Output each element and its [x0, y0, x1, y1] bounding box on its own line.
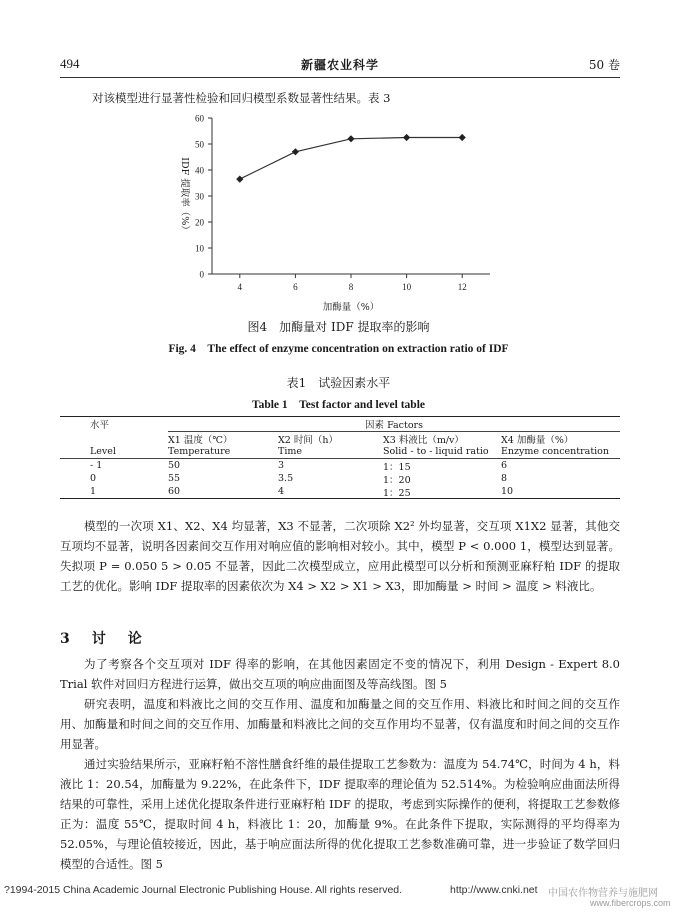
y-tick-label: 50 [195, 139, 204, 150]
table-cell: 3.5 [278, 473, 294, 484]
y-tick-label: 0 [199, 269, 204, 280]
row-level: 0 [90, 473, 97, 484]
table-cell: 1：15 [383, 461, 411, 473]
table-cell: 4 [278, 486, 285, 497]
col-header-cn: X2 时间（h） [278, 434, 338, 446]
y-tick-label: 40 [195, 165, 204, 176]
table-title-cn: 表1 试验因素水平 [286, 376, 391, 390]
col-header-cn: X3 料液比（m/v） [383, 434, 464, 446]
y-tick-label: 30 [195, 191, 204, 202]
table-cell: 55 [168, 473, 181, 484]
factor-level-table [60, 416, 620, 499]
table-header-cn-row [60, 432, 620, 445]
x-tick-label: 10 [402, 282, 412, 292]
figure-caption-en: Fig. 4 The effect of enzyme concentration on extraction ratio of IDF [168, 343, 509, 355]
data-point [403, 134, 410, 141]
row-level: - 1 [90, 460, 103, 471]
x-tick-label: 6 [293, 282, 298, 292]
y-tick-label: 20 [195, 217, 204, 228]
x-tick-label: 4 [237, 282, 243, 292]
data-point [292, 148, 299, 155]
page-number: 494 [60, 56, 80, 71]
table-cell: 3 [278, 460, 285, 471]
table-header-factors [60, 417, 620, 431]
data-point [236, 176, 243, 183]
factors-header: 因素 Factors [365, 420, 423, 431]
paragraph-interaction-results: 研究表明，温度和料液比之间的交互作用、温度和加酶量之间的交互作用、料液比和时间之间的交互作用、加酶量和时间之间的交互作用、加酶量和料液比之间的交互作用均不显著，仅有温度和时间之间的交互作用显著。 [60, 697, 620, 751]
table-cell: 8 [501, 473, 508, 484]
row-level: 1 [90, 486, 97, 497]
col-header-cn: X4 加酶量（%） [501, 434, 574, 446]
col-header-en: Time [278, 446, 303, 457]
volume-label: 50 卷 [588, 58, 620, 72]
copyright-notice: ?1994-2015 China Academic Journal Electronic Publishing House. All rights reserved. [4, 884, 403, 896]
y-axis-label: IDF 提取率（%） [179, 157, 190, 235]
intro-line: 对该模型进行显著性检验和回归模型系数显著性结果。表 3 [92, 91, 391, 105]
running-header [60, 54, 620, 78]
x-axis-label: 加酶量（%） [322, 302, 380, 313]
paragraph-optimal-conditions: 通过实验结果所示，亚麻籽粕不溶性膳食纤维的最佳提取工艺参数为：温度为 54.74℃，时间为 4 h，料液比 1：20.54，加酶量为 9.22%，在此条件下，IDF 提取率的理论值为 52.514%。为检验响应曲面法所得结果的可靠性，采用上述优化提取条件进行亚麻籽粕 IDF 的提取，考虑到实际操作的便利，将提取工艺参数修正为：温度 55℃，提取时间 4 h，料液比 1：20，加酶量 9%。在此条件下提取，实际测得的平均得率为 52.05%，与理论值较接近，因此，基于响应面法所得的优化提取工艺参数准确可靠，进一步验证了数学回归模型的合适性。图 5 [60, 757, 620, 871]
col-header-en: Enzyme concentration [501, 446, 610, 457]
table-cell: 1：20 [383, 474, 411, 486]
watermark-text: 中国农作物营养与施肥网 [548, 888, 658, 899]
col-header-en: Solid - to - liquid ratio [383, 446, 489, 457]
x-tick-label: 8 [348, 282, 354, 292]
table-cell: 50 [168, 460, 181, 471]
table-row [60, 459, 620, 472]
col-header-en: Temperature [168, 446, 231, 457]
level-header-en: Level [90, 446, 116, 457]
table-row [60, 472, 620, 485]
data-point [459, 134, 466, 141]
cnki-link[interactable]: http://www.cnki.net [450, 884, 538, 896]
series-line [240, 138, 462, 180]
y-tick-label: 60 [195, 113, 204, 124]
figure-4-line-chart [150, 104, 510, 314]
paragraph-interaction-analysis: 为了考察各个交互项对 IDF 得率的影响，在其他因素固定不变的情况下，利用 Design - Expert 8.0 Trial 软件对回归方程进行运算，做出交互项的响应曲面图及等高线图。图 5 [60, 657, 620, 691]
data-point [347, 135, 354, 142]
table-cell: 60 [168, 486, 181, 497]
journal-name: 新疆农业科学 [300, 58, 379, 72]
table-cell: 1：25 [383, 487, 411, 499]
y-tick-label: 10 [195, 243, 204, 254]
section-heading-discussion: 3 讨 论 [60, 631, 146, 647]
table-title-en: Table 1 Test factor and level table [251, 399, 426, 411]
table-row [60, 485, 620, 498]
table-cell: 6 [501, 460, 508, 471]
paragraph-model-significance: 模型的一次项 X1、X2、X4 均显著，X3 不显著，二次项除 X2² 外均显著，交互项 X1X2 显著，其他交互项均不显著，说明各因素间交互作用对响应值的影响相对较小。其中，模型 P < 0.000 1，模型达到显著。失拟项 P = 0.050 5 > 0.05 不显著，因此二次模型成立，应用此模型可以分析和预测亚麻籽粕 IDF 的提取工艺的优化。影响 IDF 提取率的因素依次为 X4 > X2 > X1 > X3，即加酶量 > 时间 > 温度 > 料液比。 [60, 519, 620, 593]
watermark-url: www.fibercrops.com [590, 898, 671, 908]
table-cell: 10 [501, 486, 514, 497]
x-tick-label: 12 [457, 282, 467, 292]
figure-caption-cn: 图4 加酶量对 IDF 提取率的影响 [247, 320, 430, 334]
level-header-cn: 水平 [90, 420, 110, 431]
table-header-en-row [60, 445, 620, 458]
col-header-cn: X1 温度（℃） [168, 434, 233, 446]
